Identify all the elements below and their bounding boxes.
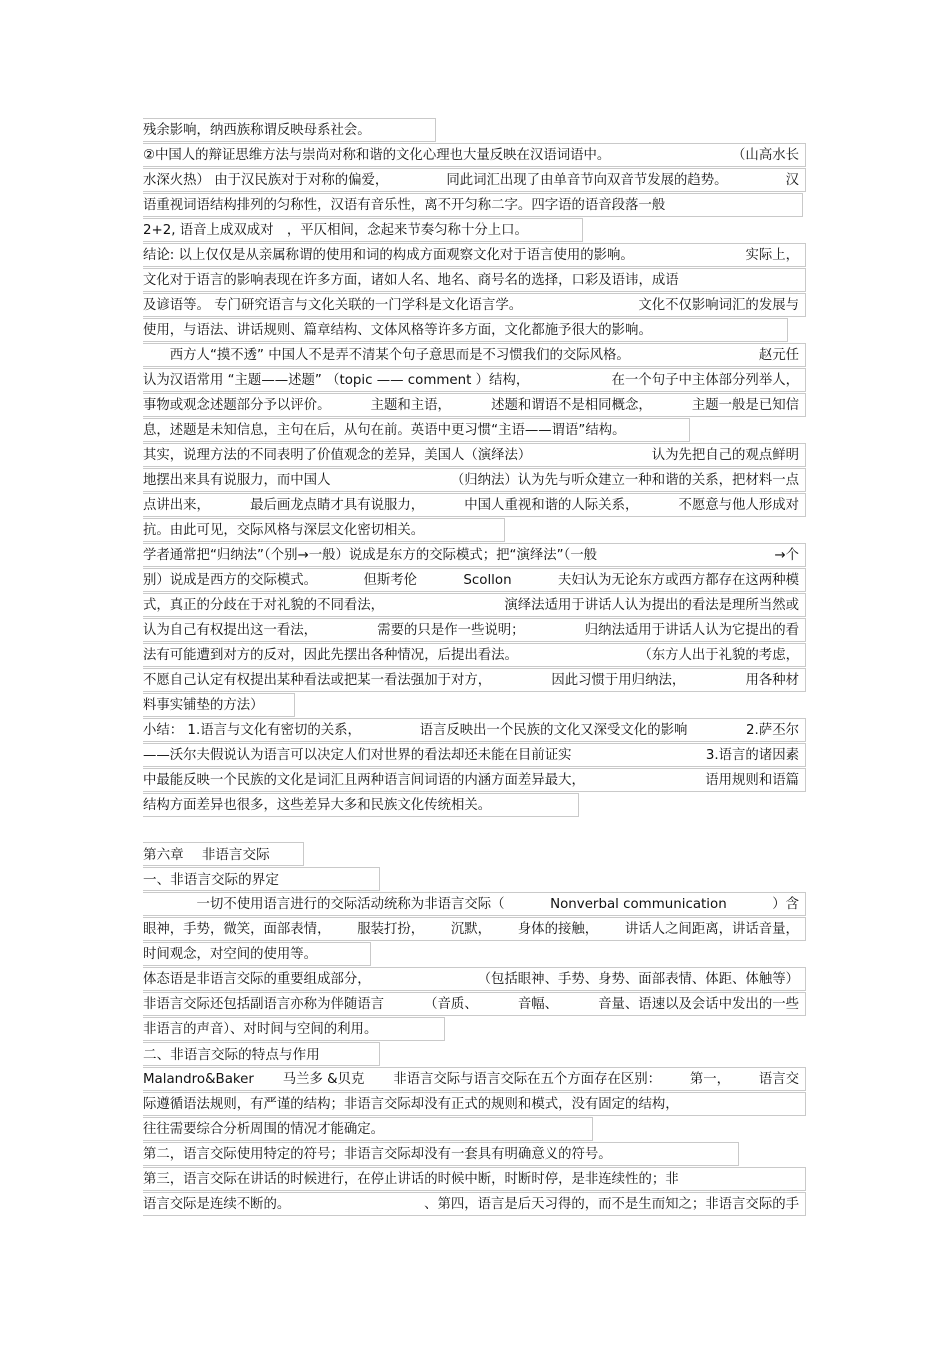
text-line <box>143 1142 739 1166</box>
text-segment: 眼神，手势，微笑，面部表情， <box>143 922 331 937</box>
text-line <box>143 193 803 217</box>
text-segment: 主题和主语， <box>370 398 451 413</box>
text-segment: Scollon <box>463 573 512 588</box>
text-segment: 赵元任 <box>758 348 799 363</box>
text-segment: 沉默， <box>450 922 492 937</box>
text-line <box>143 693 295 717</box>
text-segment: 音量、语速以及会话中发出的一些 <box>598 997 799 1012</box>
text-line <box>143 992 806 1016</box>
text-line <box>143 343 806 367</box>
text-line <box>143 743 806 767</box>
text-line <box>143 967 806 991</box>
text-segment: 用各种材 <box>745 673 799 688</box>
text-segment: 身体的接触， <box>517 922 599 937</box>
text-segment: 及谚语等。 专门研究语言与文化关联的一门学科是文化语言学。 <box>143 298 523 313</box>
text-line <box>143 468 806 492</box>
text-line <box>143 1067 806 1091</box>
text-segment: 往往需要综合分析周围的情况才能确定。 <box>143 1122 385 1137</box>
text-segment: 其实，说理方法的不同表明了价值观念的差异，美国人（演绎法） <box>143 448 532 463</box>
text-line <box>143 942 371 966</box>
text-segment: 讲话人之间距离，讲话音量， <box>624 922 799 937</box>
text-segment: 一、非语言交际的界定 <box>143 872 279 888</box>
text-segment: 需要的只是作一些说明； <box>377 623 525 638</box>
text-line <box>143 593 806 617</box>
text-line <box>143 568 806 592</box>
text-segment: 2+2, 语音上成双成对 ，平仄相间，念起来节奏匀称十分上口。 <box>143 223 528 238</box>
text-segment: ②中国人的辩证思维方法与崇尚对称和谐的文化心理也大量反映在汉语词语中。 <box>143 148 611 163</box>
text-segment: 体态语是非语言交际的重要组成部分， <box>143 972 371 987</box>
text-segment: →个 <box>774 548 799 563</box>
text-segment: 因此习惯于用归纳法， <box>551 673 686 688</box>
text-line <box>143 393 806 417</box>
text-segment: 残余影响，纳西族称谓反映母系社会。 <box>143 123 371 138</box>
text-segment: 语用规则和语篇 <box>705 773 799 788</box>
text-segment: （包括眼神、手势、身势、面部表情、体距、体触等） <box>477 972 799 987</box>
text-segment: 际遵循语法规则，有严谨的结构；非语言交际却没有正式的规则和模式，没有固定的结构， <box>143 1097 679 1112</box>
text-segment: 法有可能遭到对方的反对，因此先摆出各种情况，后提出看法。 <box>143 648 518 663</box>
text-segment: 第六章 非语言交际 <box>143 847 270 863</box>
text-line <box>143 368 806 392</box>
text-line <box>143 443 806 467</box>
text-segment: 实际上， <box>745 248 799 263</box>
text-segment: 语言反映出一个民族的文化又深受文化的影响 <box>419 723 688 738</box>
text-segment: 2.萨丕尔 <box>746 723 799 738</box>
text-segment: 文化不仅影响词汇的发展与 <box>638 298 799 313</box>
text-line <box>143 268 806 292</box>
text-line <box>143 618 806 642</box>
text-line <box>143 543 806 567</box>
text-segment: 水深火热） 由于汉民族对于对称的偏爱， <box>143 173 389 188</box>
section-heading <box>143 842 304 866</box>
text-line <box>143 1167 806 1191</box>
text-segment: Nonverbal communication <box>550 897 727 912</box>
text-line <box>143 493 806 517</box>
text-line <box>143 768 806 792</box>
text-line <box>143 168 806 192</box>
text-segment: 3.语言的诸因素 <box>705 748 799 763</box>
text-line <box>143 118 436 142</box>
text-segment: 文化对于语言的影响表现在许多方面，诸如人名、地名、商号名的选择，口彩及语讳，成语 <box>143 273 679 288</box>
text-line <box>143 418 690 442</box>
text-segment: ）含 <box>772 897 799 912</box>
text-line <box>143 143 806 167</box>
text-segment: 最后画龙点睛才具有说服力， <box>250 498 425 513</box>
text-segment: 认为自己有权提出这一看法， <box>143 623 318 638</box>
text-segment: 语言交际是连续不断的。 <box>143 1197 291 1212</box>
text-line <box>143 218 583 242</box>
text-segment: 服装打扮， <box>357 922 425 937</box>
text-segment: 中最能反映一个民族的文化是词汇且两种语言间词语的内涵方面差异最大， <box>143 773 585 788</box>
text-segment: 第三，语言交际在讲话的时候进行，在停止讲话的时候中断，时断时停，是非连续性的；非 <box>143 1172 679 1187</box>
text-segment: 同此词汇出现了由单音节向双音节发展的趋势。 <box>446 173 728 188</box>
text-line <box>143 1117 593 1141</box>
text-segment: 音幅、 <box>517 997 559 1012</box>
text-segment: （归纳法）认为先与听众建立一种和谐的关系，把材料一点 <box>450 473 799 488</box>
text-segment: 述题和谓语不是相同概念， <box>491 398 652 413</box>
text-segment: 学者通常把“归纳法”（个别→一般）说成是东方的交际模式；把“演绎法”（一般 <box>143 548 598 563</box>
text-segment: （东方人出于礼貌的考虑， <box>638 648 799 663</box>
text-segment: 式，真正的分歧在于对礼貌的不同看法， <box>143 598 385 613</box>
text-segment: 认为汉语常用 “主题——述题” （topic —— comment ）结构， <box>143 373 530 388</box>
text-segment: 、第四，语言是后天习得的，而不是生而知之；非语言交际的手 <box>424 1197 799 1212</box>
text-line <box>143 518 505 542</box>
text-segment: 非语言的声音）、对时间与空间的利用。 <box>143 1022 378 1037</box>
text-line <box>143 718 806 742</box>
text-segment: （音质、 <box>424 997 478 1012</box>
text-segment: 夫妇认为无论东方或西方都存在这两种模 <box>557 573 799 588</box>
text-line <box>143 293 806 317</box>
text-segment: 非语言交际与语言交际在五个方面存在区别： <box>393 1072 662 1087</box>
text-segment: 第一， <box>689 1072 731 1087</box>
text-line <box>143 1092 806 1116</box>
text-line <box>143 668 806 692</box>
text-segment: 结论: 以上仅仅是从亲属称谓的使用和词的构成方面观察文化对于语言使用的影响。 <box>143 248 634 263</box>
text-segment: 主题一般是已知信 <box>691 398 799 413</box>
text-segment: 归纳法适用于讲话人认为它提出的看 <box>584 623 799 638</box>
text-segment: 点讲出来， <box>143 498 210 513</box>
text-line <box>143 1192 806 1216</box>
text-segment: 汉 <box>785 173 799 188</box>
text-segment: 中国人重视和谐的人际关系， <box>464 498 639 513</box>
text-segment: 料事实铺垫的方法） <box>143 698 264 713</box>
text-segment: （山高水长 <box>732 148 799 163</box>
text-segment: 第二，语言交际使用特定的符号；非语言交际却没有一套具有明确意义的符号。 <box>143 1147 612 1162</box>
text-segment: 但斯考伦 <box>363 573 418 588</box>
text-segment: 结构方面差异也很多，这些差异大多和民族文化传统相关。 <box>143 798 492 813</box>
text-line <box>143 318 788 342</box>
text-segment: 认为先把自己的观点鲜明 <box>651 448 799 463</box>
text-segment: 二、非语言交际的特点与作用 <box>143 1047 320 1063</box>
text-segment: 语言交 <box>758 1072 799 1087</box>
text-line <box>143 793 579 817</box>
text-segment: 小结： 1.语言与文化有密切的关系， <box>143 723 361 738</box>
text-segment: 一切不使用语言进行的交际活动统称为非语言交际（ <box>143 897 505 912</box>
text-segment: ——沃尔夫假说认为语言可以决定人们对世界的看法却还未能在目前证实 <box>143 748 572 763</box>
text-segment: 演绎法适用于讲话人认为提出的看法是理所当然或 <box>504 598 799 613</box>
text-segment: 事物或观念述题部分予以评价。 <box>143 398 331 413</box>
text-line <box>143 917 806 941</box>
text-segment: 在一个句子中主体部分列举人， <box>611 373 799 388</box>
text-line <box>143 892 806 916</box>
text-segment: 时间观念，对空间的使用等。 <box>143 947 318 962</box>
text-line <box>143 1017 445 1041</box>
text-segment: 使用，与语法、讲话规则、篇章结构、文体风格等许多方面，文化都施予很大的影响。 <box>143 323 652 338</box>
text-segment: 西方人“摸不透” 中国人不是弄不清某个句子意思而是不习惯我们的交际风格。 <box>143 348 630 363</box>
text-segment: 抗。由此可见，交际风格与深层文化密切相关。 <box>143 523 425 538</box>
text-line <box>143 643 806 667</box>
text-line <box>143 243 806 267</box>
text-segment: 别）说成是西方的交际模式。 <box>143 573 318 588</box>
section-heading <box>143 1042 380 1066</box>
text-segment: 马兰多 &贝克 <box>282 1072 365 1087</box>
text-segment: 不愿意与他人形成对 <box>678 498 799 513</box>
text-segment: 不愿自己认定有权提出某种看法或把某一看法强加于对方， <box>143 673 492 688</box>
text-segment: Malandro&Baker <box>143 1072 254 1087</box>
section-heading <box>143 867 380 891</box>
text-segment: 地摆出来具有说服力，而中国人 <box>143 473 331 488</box>
text-segment: 非语言交际还包括副语言亦称为伴随语言 <box>143 997 385 1012</box>
text-segment: 息，述题是未知信息，主句在后，从句在前。英语中更习惯“主语——谓语”结构。 <box>143 423 626 438</box>
text-segment: 语重视词语结构排列的匀称性，汉语有音乐性，离不开匀称二字。四字语的语音段落一般 <box>143 198 666 213</box>
